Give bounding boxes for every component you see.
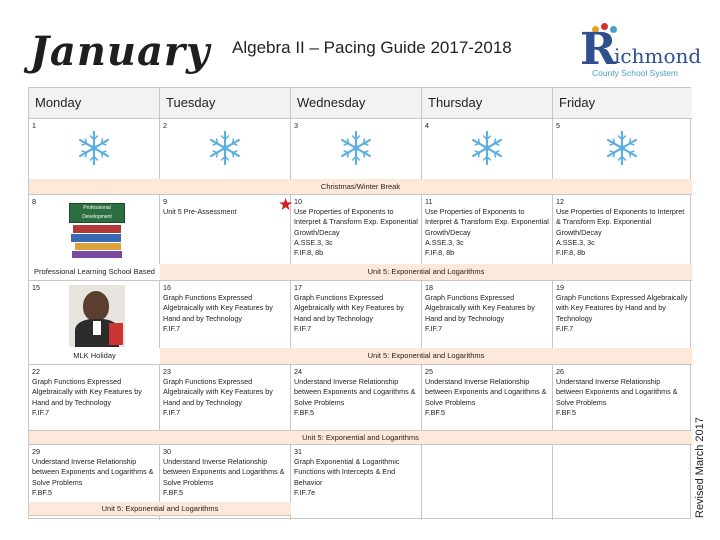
unit-band: Unit 5: Exponential and Logarithms <box>160 264 692 281</box>
date-number: 24 <box>294 367 302 376</box>
day-cell <box>291 119 422 179</box>
date-number: 15 <box>32 283 40 292</box>
date-number: 18 <box>425 283 433 292</box>
standard-code: A.SSE.3, 3c <box>294 237 333 247</box>
standard-code: F.BF.5 <box>294 407 314 417</box>
logo-subtitle: County School System <box>592 68 678 78</box>
date-number: 3 <box>294 121 298 130</box>
date-number: 10 <box>294 197 302 206</box>
break-band: Christmas/Winter Break <box>29 179 692 195</box>
date-number: 26 <box>556 367 564 376</box>
date-number: 1 <box>32 121 36 130</box>
day-cell <box>422 119 553 179</box>
revised-note: Revised March 2017 <box>694 417 706 518</box>
book-spine <box>73 225 121 233</box>
standard-code: F.BF.5 <box>556 407 576 417</box>
day-header-thursday: Thursday <box>422 88 553 119</box>
standard-code: F.IF.8, 8b <box>425 248 455 258</box>
day-cell <box>291 445 422 520</box>
date-number: 12 <box>556 197 564 206</box>
portrait-face <box>83 291 109 321</box>
lesson-text: Understand Inverse Relationship between Exponents and Logarithms & Solve Problems <box>425 377 547 407</box>
school-logo <box>578 24 702 80</box>
logo-name: ichmond <box>614 44 702 68</box>
logo-initial: R <box>580 24 617 75</box>
unit-band: Unit 5: Exponential and Logarithms <box>29 431 692 445</box>
standard-code: F.IF.7 <box>556 323 574 333</box>
date-number: 4 <box>425 121 429 130</box>
snowflake-icon <box>468 129 506 167</box>
standard-code: A.SSE.3, 3c <box>556 237 595 247</box>
date-number: 8 <box>32 197 36 206</box>
date-number: 2 <box>163 121 167 130</box>
book-cover: Professional Development <box>69 203 125 223</box>
portrait-shirt <box>93 321 101 335</box>
date-number: 30 <box>163 447 171 456</box>
date-number: 11 <box>425 197 433 206</box>
day-cell <box>160 365 291 431</box>
book-spine <box>75 243 121 250</box>
standard-code: F.IF.8, 8b <box>294 248 324 258</box>
snowflake-icon <box>75 129 113 167</box>
book-spine <box>71 234 121 242</box>
date-number: 29 <box>32 447 40 456</box>
day-cell <box>29 365 160 431</box>
book-spine <box>72 251 122 258</box>
unit-band: Unit 5: Exponential and Logarithms <box>29 502 291 516</box>
date-number: 5 <box>556 121 560 130</box>
standard-code: F.BF.5 <box>163 487 183 497</box>
lesson-text: Graph Functions Expressed Algebraically with Key Features by Hand and by Technology <box>556 293 688 323</box>
star-icon: ★ <box>278 195 294 214</box>
standard-code: F.IF.7 <box>163 407 181 417</box>
lesson-text: Unit 5 Pre-Assessment <box>163 207 237 217</box>
day-header-wednesday: Wednesday <box>291 88 422 119</box>
standard-code: F.IF.7 <box>163 323 181 333</box>
date-number: 31 <box>294 447 302 456</box>
lesson-text: Graph Functions Expressed Algebraically with Key Features by Hand and by Technology <box>294 293 404 323</box>
lesson-text: Graph Functions Expressed Algebraically with Key Features by Hand and by Technology <box>32 377 142 407</box>
snowflake-icon <box>603 129 641 167</box>
month-title: January <box>30 28 211 75</box>
day-cell <box>553 119 692 179</box>
date-number: 19 <box>556 283 564 292</box>
date-number: 9 <box>163 197 167 206</box>
day-header-friday: Friday <box>553 88 692 119</box>
standard-code: F.IF.7 <box>32 407 50 417</box>
lesson-text: Use Properties of Exponents to Interpret & Transform Exp. Exponential Growth/Decay <box>294 207 418 237</box>
date-number: 25 <box>425 367 433 376</box>
portrait-stripe <box>109 323 123 345</box>
lesson-text: Graph Functions Expressed Algebraically with Key Features by Hand and by Technology <box>425 293 535 323</box>
lesson-text: Understand Inverse Relationship between Exponents and Logarithms & Solve Problems <box>556 377 678 407</box>
page-title: Algebra II – Pacing Guide 2017-2018 <box>232 38 512 57</box>
lesson-text: Understand Inverse Relationship between Exponents and Logarithms & Solve Problems <box>32 457 154 487</box>
lesson-text: Graph Functions Expressed Algebraically with Key Features by Hand and by Technology <box>163 377 273 407</box>
standard-code: F.IF.8, 8b <box>556 248 586 258</box>
holiday-note: MLK Holiday <box>29 348 160 365</box>
day-cell-empty <box>553 445 692 520</box>
books-image <box>69 203 125 259</box>
snowflake-icon <box>206 129 244 167</box>
standard-code: F.BF.5 <box>425 407 445 417</box>
lesson-text: Graph Functions Expressed Algebraically with Key Features by Hand and by Technology <box>163 293 273 323</box>
day-cell <box>291 365 422 431</box>
lesson-text: Use Properties of Exponents to Interpret & Transform Exp. Exponential Growth/Decay <box>556 207 685 237</box>
date-number: 16 <box>163 283 171 292</box>
standard-code: F.IF.7 <box>425 323 443 333</box>
unit-band: Unit 5: Exponential and Logarithms <box>160 348 692 365</box>
date-number: 22 <box>32 367 40 376</box>
standard-code: F.IF.7 <box>294 323 312 333</box>
day-header-monday: Monday <box>29 88 160 119</box>
lesson-text: Use Properties of Exponents to Interpret & Transform Exp. Exponential Growth/Decay <box>425 207 549 237</box>
date-number: 23 <box>163 367 171 376</box>
calendar-grid <box>28 87 691 519</box>
day-cell <box>553 365 692 431</box>
day-header-tuesday: Tuesday <box>160 88 291 119</box>
day-cell-empty <box>422 445 553 520</box>
mlk-portrait-image <box>69 285 125 347</box>
standard-code: F.IF.7e <box>294 487 316 497</box>
holiday-note: Professional Learning School Based <box>29 264 160 281</box>
date-number: 17 <box>294 283 302 292</box>
day-cell <box>422 365 553 431</box>
lesson-text: Understand Inverse Relationship between Exponents and Logarithms & Solve Problems <box>163 457 285 487</box>
day-cell <box>160 119 291 179</box>
standard-code: A.SSE.3, 3c <box>425 237 464 247</box>
lesson-text: Understand Inverse Relationship between Exponents and Logarithms & Solve Problems <box>294 377 416 407</box>
standard-code: F.BF.5 <box>32 487 52 497</box>
lesson-text: Graph Exponential & Logarithmic Functions with Intercepts & End Behavior <box>294 457 400 487</box>
snowflake-icon <box>337 129 375 167</box>
day-cell <box>29 119 160 179</box>
